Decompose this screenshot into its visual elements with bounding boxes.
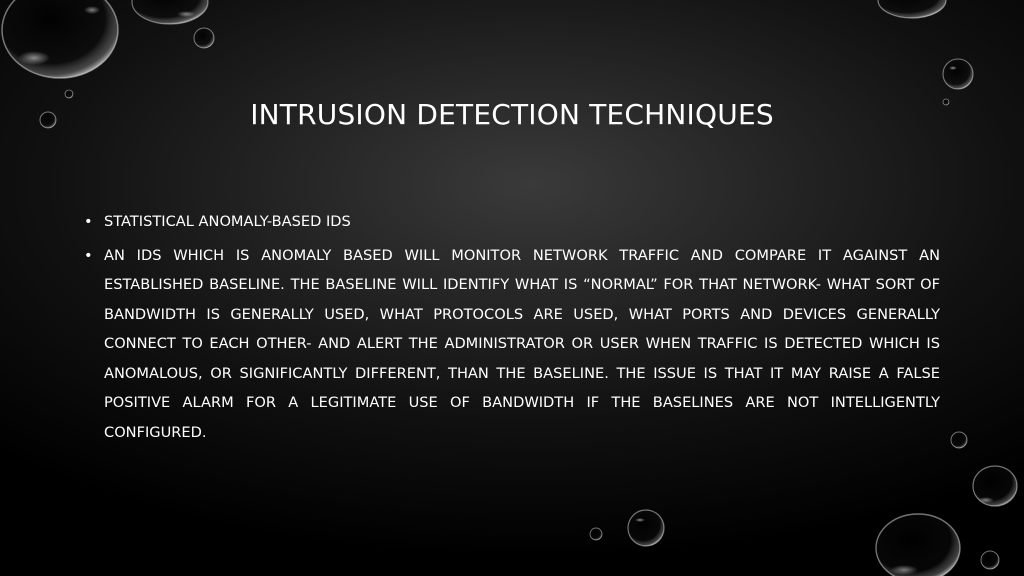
water-drop-bottom-right-large [876, 514, 960, 576]
water-drop-small [194, 28, 214, 48]
water-drop-bottom-right-medium [628, 510, 664, 546]
water-drop-top-left-large [2, 0, 118, 78]
bullet-text: AN IDS WHICH IS ANOMALY BASED WILL MONITOR NETWORK TRAFFIC AND COMPARE IT AGAINST AN ESTABLISHED BASELINE. THE BASELINE WILL IDENTIFY WHAT IS “NORMAL” FOR THAT NETWORK- WHAT SORT OF BANDWIDTH IS GENERALLY USED, WHAT PROTOCOLS ARE USED, WHAT PORTS AND DEVICES GENERALLY CONNECT TO EACH OTHER- AND ALERT THE ADMINISTRATOR OR USER WHEN TRAFFIC IS DETECTED WHICH IS ANOMALOUS, OR SIGNIFICANTLY DIFFERENT, THAN THE BASELINE. THE ISSUE IS THAT IT MAY RAISE A FALSE POSITIVE ALARM FOR A LEGITIMATE USE OF BANDWIDTH IF THE BASELINES ARE NOT INTELLIGENTLY CONFIGURED. [104, 246, 940, 441]
water-drop-top-right-large [878, 0, 946, 18]
water-drop-small [981, 551, 999, 569]
bullet-list [84, 207, 940, 447]
water-drop-bottom-right-medium [973, 466, 1017, 506]
water-drop-small [590, 528, 602, 540]
bullet-item [84, 241, 940, 448]
water-drop-small [951, 432, 967, 448]
bullet-icon: • [84, 246, 93, 264]
bullet-icon: • [84, 213, 93, 230]
water-drop-tiny [65, 90, 73, 98]
slide-title: INTRUSION DETECTION TECHNIQUES [250, 98, 774, 131]
bullet-item [84, 207, 940, 237]
water-drop-top-right-medium [943, 59, 973, 89]
bullet-text: STATISTICAL ANOMALY-BASED IDS [104, 213, 351, 230]
water-drop-top-left-medium [132, 0, 208, 24]
